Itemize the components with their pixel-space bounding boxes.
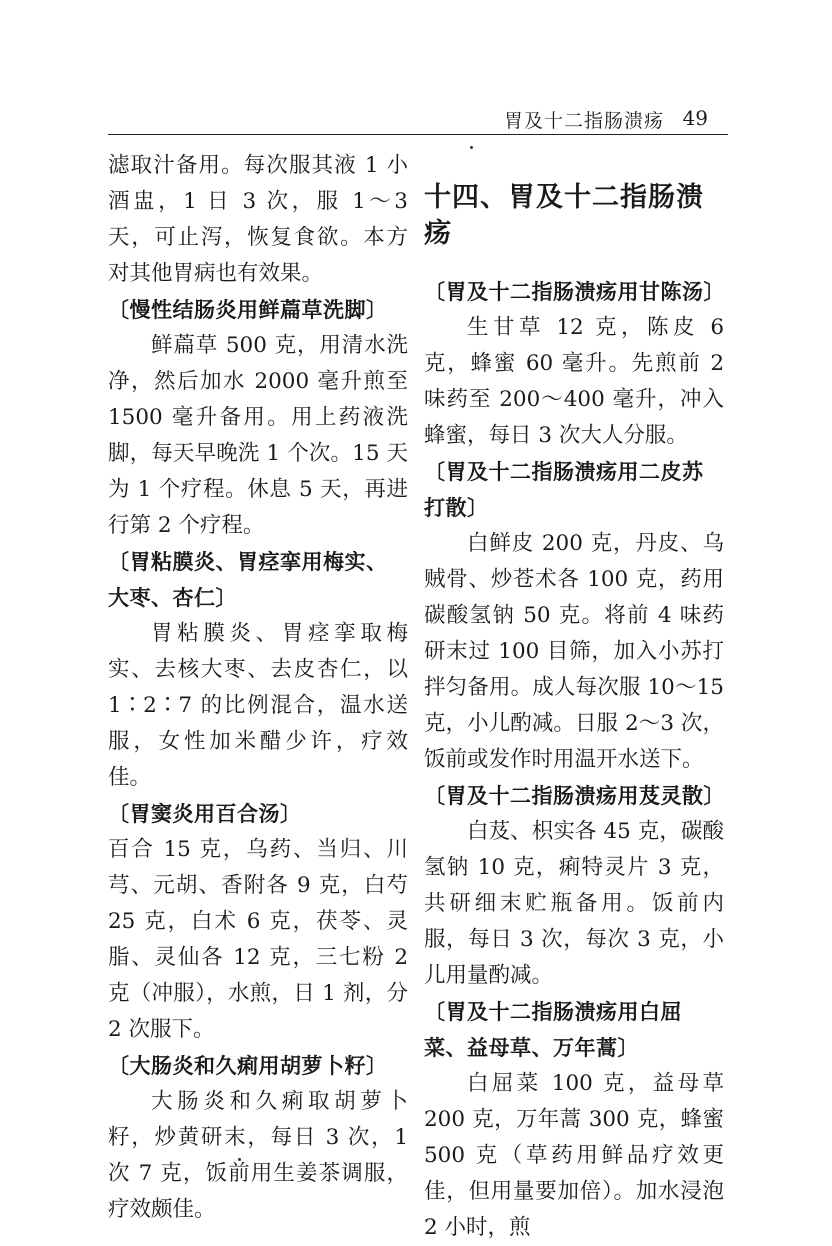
body-paragraph: 大肠炎和久痢取胡萝卜籽，炒黄研末，每日 3 次，1 次 7 克，饭前用生姜茶调服，疗效颇佳。 bbox=[108, 1089, 408, 1222]
body-paragraph: 百合 15 克，乌药、当归、川芎、元胡、香附各 9 克，白芍 25 克，白术 6 克，茯苓、灵脂、灵仙各 12 克，三七粉 2 克（冲服），水煎，日 1 剂，分 2 次服下。 bbox=[108, 837, 408, 1042]
running-header bbox=[108, 100, 728, 136]
scan-dot bbox=[470, 146, 473, 149]
right-column bbox=[424, 148, 724, 1246]
scan-dot bbox=[238, 1158, 241, 1161]
section-heading: 〔胃及十二指肠溃疡用甘陈汤〕 bbox=[424, 280, 725, 304]
section-heading: 〔胃及十二指肠溃疡用二皮苏打散〕 bbox=[424, 460, 704, 520]
section-heading: 〔胃粘膜炎、胃痉挛用梅实、大枣、杏仁〕 bbox=[108, 550, 388, 610]
chapter-title: 十四、胃及十二指肠溃疡 bbox=[424, 182, 704, 249]
body-paragraph: 白芨、枳实各 45 克，碳酸氢钠 10 克，痢特灵片 3 克，共研细末贮瓶备用。饭前内服，每日 3 次，每次 3 克，小儿用量酌减。 bbox=[424, 819, 724, 988]
running-header-title: 胃及十二指肠溃疡 bbox=[503, 110, 664, 132]
section-heading: 〔慢性结肠炎用鲜萹草洗脚〕 bbox=[108, 298, 388, 322]
body-paragraph: 胃粘膜炎、胃痉挛取梅实、去核大枣、去皮杏仁，以 1∶2∶7 的比例混合，温水送服，女性加米醋少许，疗效佳。 bbox=[108, 621, 408, 790]
section-heading: 〔大肠炎和久痢用胡萝卜籽〕 bbox=[108, 1054, 388, 1078]
header-rule bbox=[108, 134, 728, 135]
body-paragraph: 白屈菜 100 克，益母草 200 克，万年蒿 300 克，蜂蜜 500 克（草药用鲜品疗效更佳，但用量要加倍）。加水浸泡 2 小时，煎 bbox=[424, 1071, 724, 1240]
section-heading: 〔胃窦炎用百合汤〕 bbox=[108, 802, 302, 826]
body-paragraph: 鲜萹草 500 克，用清水洗净，然后加水 2000 毫升煎至 1500 毫升备用。用上药液洗脚，每天早晚洗 1 个次。15 天为 1 个疗程。休息 5 天，再进行第 2 个疗程。 bbox=[108, 333, 408, 538]
left-column bbox=[108, 148, 408, 1228]
page-number: 49 bbox=[682, 106, 708, 130]
body-paragraph: 白鲜皮 200 克，丹皮、乌贼骨、炒苍术各 100 克，药用碳酸氢钠 50 克。将前 4 味药研末过 100 目筛，加入小苏打拌匀备用。成人每次服 10～15 克，小儿酌减。日服 2～3 次，饭前或发作时用温开水送下。 bbox=[424, 531, 724, 772]
body-paragraph: 生甘草 12 克，陈皮 6 克，蜂蜜 60 毫升。先煎前 2 味药至 200～400 毫升，冲入蜂蜜，每日 3 次大人分服。 bbox=[424, 315, 724, 448]
section-heading: 〔胃及十二指肠溃疡用白屈菜、益母草、万年蒿〕 bbox=[424, 1000, 682, 1060]
section-heading: 〔胃及十二指肠溃疡用芨灵散〕 bbox=[424, 784, 725, 808]
body-paragraph: 滤取汁备用。每次服其液 1 小酒盅，1 日 3 次，服 1～3 天，可止泻，恢复食欲。本方对其他胃病也有效果。 bbox=[108, 153, 408, 286]
